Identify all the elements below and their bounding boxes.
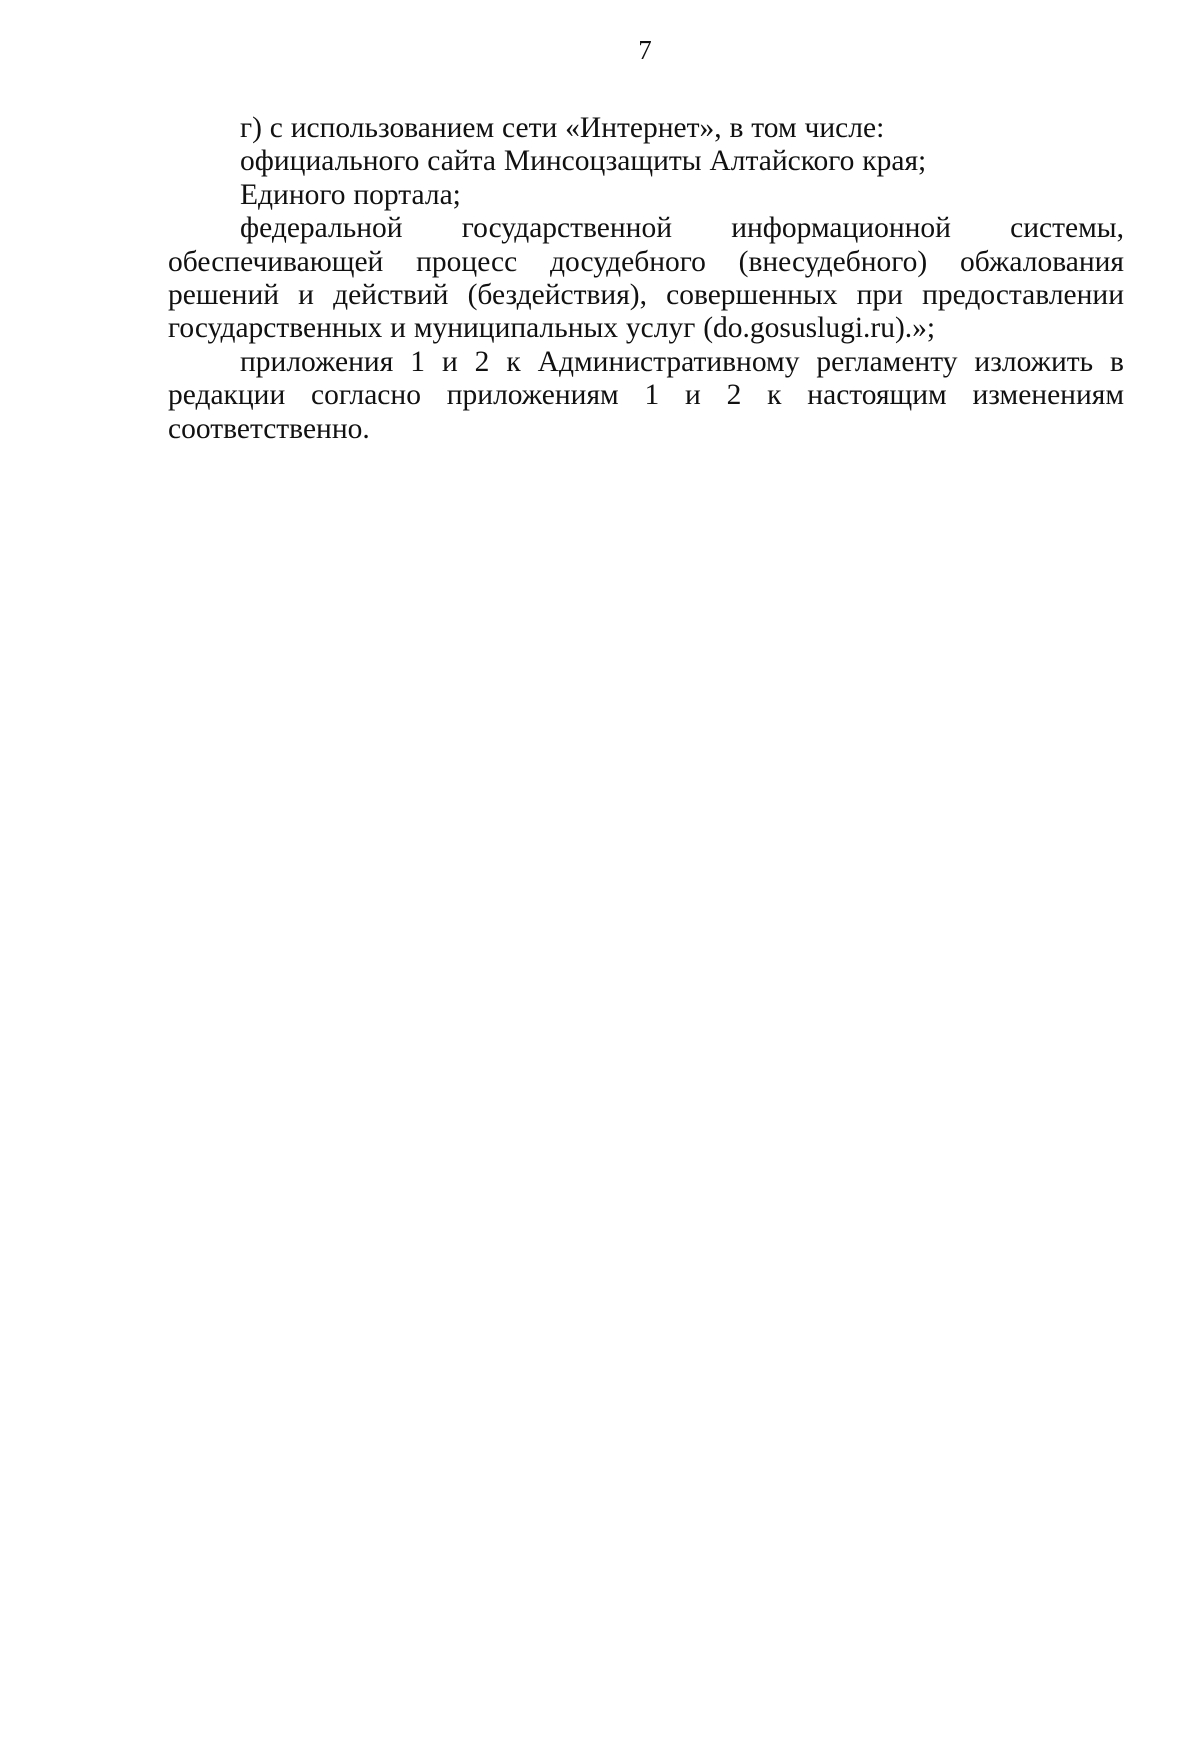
paragraph-federal-system: федеральной государственной информационной системы, обеспечивающей процесс досудебного (внесудебного) обжалования решений и действий (бездействия), совершенных при предоставлении государственных и муниципальных услуг (do.gosuslugi.ru).»; bbox=[168, 212, 1124, 345]
document-body bbox=[168, 112, 1124, 446]
page-number: 7 bbox=[638, 35, 652, 65]
paragraph-unified-portal: Единого портала; bbox=[240, 178, 461, 211]
paragraph-internet-channels: г) с использованием сети «Интернет», в том числе: bbox=[240, 112, 885, 144]
paragraph-appendices: приложения 1 и 2 к Административному регламенту изложить в редакции согласно приложениям 1 и 2 к настоящим изменениям соответственно. bbox=[168, 345, 1124, 445]
paragraph-official-site: официального сайта Минсоцзащиты Алтайского края; bbox=[240, 145, 927, 178]
